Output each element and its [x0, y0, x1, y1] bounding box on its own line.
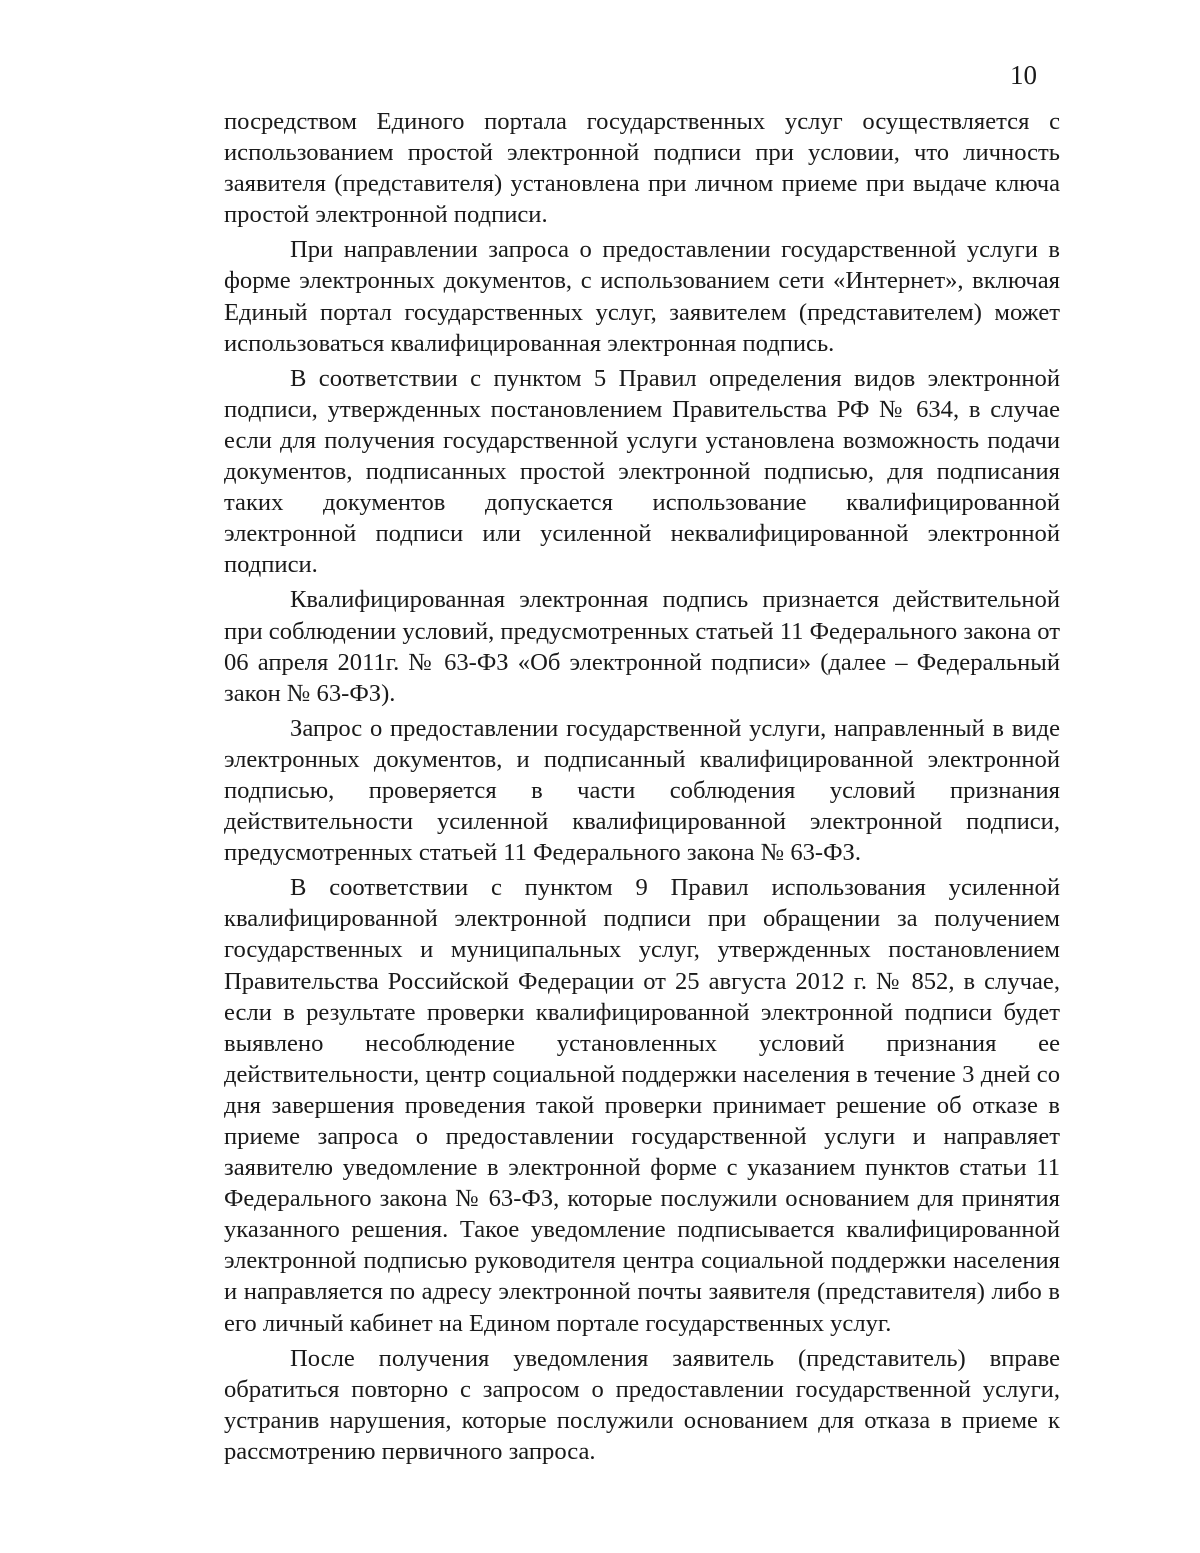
paragraph-request-verification: Запрос о предоставлении государственной услуги, направленный в виде электронных документов, и подписанный квалифицированной электронной подписью, проверяется в части соблюдения условий признания действительности усиленной квалифицированной электронной подписи, предусмотренных статьей 11 Федерального закона № 63-ФЗ. — [224, 714, 1060, 867]
document-body — [224, 106, 1060, 1467]
paragraph-continuation: посредством Единого портала государственных услуг осуществляется с использованием простой электронной подписи при условии, что личность заявителя (представителя) установлена при личном приеме при выдаче ключа простой электронной подписи. — [224, 108, 1060, 229]
page-number: 10 — [1010, 60, 1037, 90]
paragraph-signature-request: При направлении запроса о предоставлении государственной услуги в форме электронных документов, с использованием сети «Интернет», включая Единый портал государственных услуг, заявителем (представителем) может использоваться квалифицированная электронная подпись. — [224, 236, 1060, 357]
paragraph-rules-634: В соответствии с пунктом 5 Правил определения видов электронной подписи, утвержденных постановлением Правительства РФ № 634, в случае если для получения государственной услуги установлена возможность подачи документов, подписанных простой электронной подписью, для подписания таких документов допускается использование квалифицированной электронной подписи или усиленной неквалифицированной электронной подписи. — [224, 364, 1060, 579]
paragraph-repeat-request: После получения уведомления заявитель (представитель) вправе обратиться повторно с запросом о предоставлении государственной услуги, устранив нарушения, которые послужили основанием для отказа в приеме к рассмотрению первичного запроса. — [224, 1344, 1060, 1465]
paragraph-qualified-signature-validity: Квалифицированная электронная подпись признается действительной при соблюдении условий, предусмотренных статьей 11 Федерального закона от 06 апреля 2011г. № 63-ФЗ «Об электронной подписи» (далее – Федеральный закон № 63-ФЗ). — [224, 586, 1060, 707]
paragraph-rules-852: В соответствии с пунктом 9 Правил использования усиленной квалифицированной электронной подписи при обращении за получением государственных и муниципальных услуг, утвержденных постановлением Правительства Российской Федерации от 25 августа 2012 г. № 852, в случае, если в результате проверки квалифицированной электронной подписи будет выявлено несоблюдение установленных условий признания ее действительности, центр социальной поддержки населения в течение 3 дней со дня завершения проведения такой проверки принимает решение об отказе в приеме запроса о предоставлении государственной услуги и направляет заявителю уведомление в электронной форме с указанием пунктов статьи 11 Федерального закона № 63-ФЗ, которые послужили основанием для принятия указанного решения. Такое уведомление подписывается квалифицированной электронной подписью руководителя центра социальной поддержки населения и направляется по адресу электронной почты заявителя (представителя) либо в его личный кабинет на Едином портале государственных услуг. — [224, 874, 1060, 1337]
